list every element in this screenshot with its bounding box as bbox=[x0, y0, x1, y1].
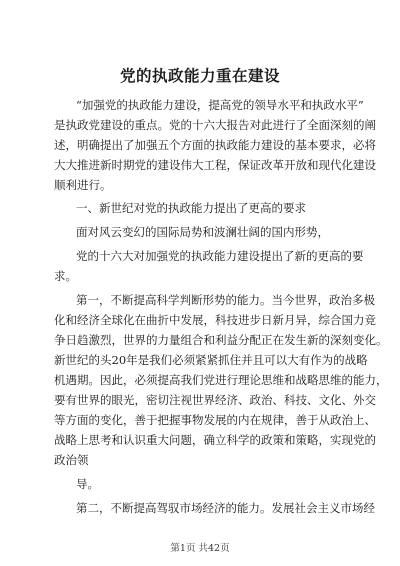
body-line: 新世纪的头20年是我们必须紧紧抓住并且可以大有作为的战略 bbox=[54, 353, 368, 367]
body-line: 是执政党建设的重点。党的十六大报告对此进行了全面深刻的阐 bbox=[54, 118, 376, 132]
body-line: 化和经济全球化在曲折中发展，科技进步日新月异，综合国力竞 bbox=[54, 313, 376, 327]
document-title: 党的执政能力重在建设 bbox=[119, 66, 280, 85]
body-line: 第二，不断提高驾驭市场经济的能力。发展社会主义市场经 bbox=[76, 501, 375, 515]
section-heading: 一、新世纪对党的执政能力提出了更高的要求 bbox=[76, 201, 306, 215]
body-line: 战略上思考和认识重大问题，确立科学的政策和策略，实现党的 bbox=[54, 433, 376, 447]
body-line: 大大推进新时期党的建设伟大工程，保证改革开放和现代化建设 bbox=[54, 158, 376, 172]
body-line: “加强党的执政能力建设，提高党的领导水平和执政水平” bbox=[76, 98, 364, 112]
body-line: 第一，不断提高科学判断形势的能力。当今世界，政治多极 bbox=[76, 293, 375, 307]
body-line: 求。 bbox=[54, 269, 77, 283]
body-line: 导。 bbox=[76, 477, 99, 491]
body-line: 面对风云变幻的国际局势和波澜壮阔的国内形势， bbox=[76, 225, 329, 239]
body-line: 政治领 bbox=[54, 453, 89, 467]
body-line: 争日趋激烈，世界的力量组合和利益分配正在发生新的深刻变化。 bbox=[54, 333, 388, 347]
body-line: 顺利进行。 bbox=[54, 178, 112, 192]
body-line: 机遇期。因此，必须提高我们党进行理论思维和战略思维的能力， bbox=[54, 373, 388, 387]
body-line: 等方面的变化，善于把握事物发展的内在规律，善于从政治上、 bbox=[54, 413, 376, 427]
page-footer: 第1页 共42页 bbox=[170, 543, 230, 554]
body-line: 要有世界的眼光，密切注视世界经济、政治、科技、文化、外交 bbox=[54, 393, 376, 407]
body-line: 党的十六大对加强党的执政能力建设提出了新的更高的要 bbox=[76, 249, 364, 263]
body-line: 述，明确提出了加强五个方面的执政能力建设的基本要求，必将 bbox=[54, 138, 376, 152]
